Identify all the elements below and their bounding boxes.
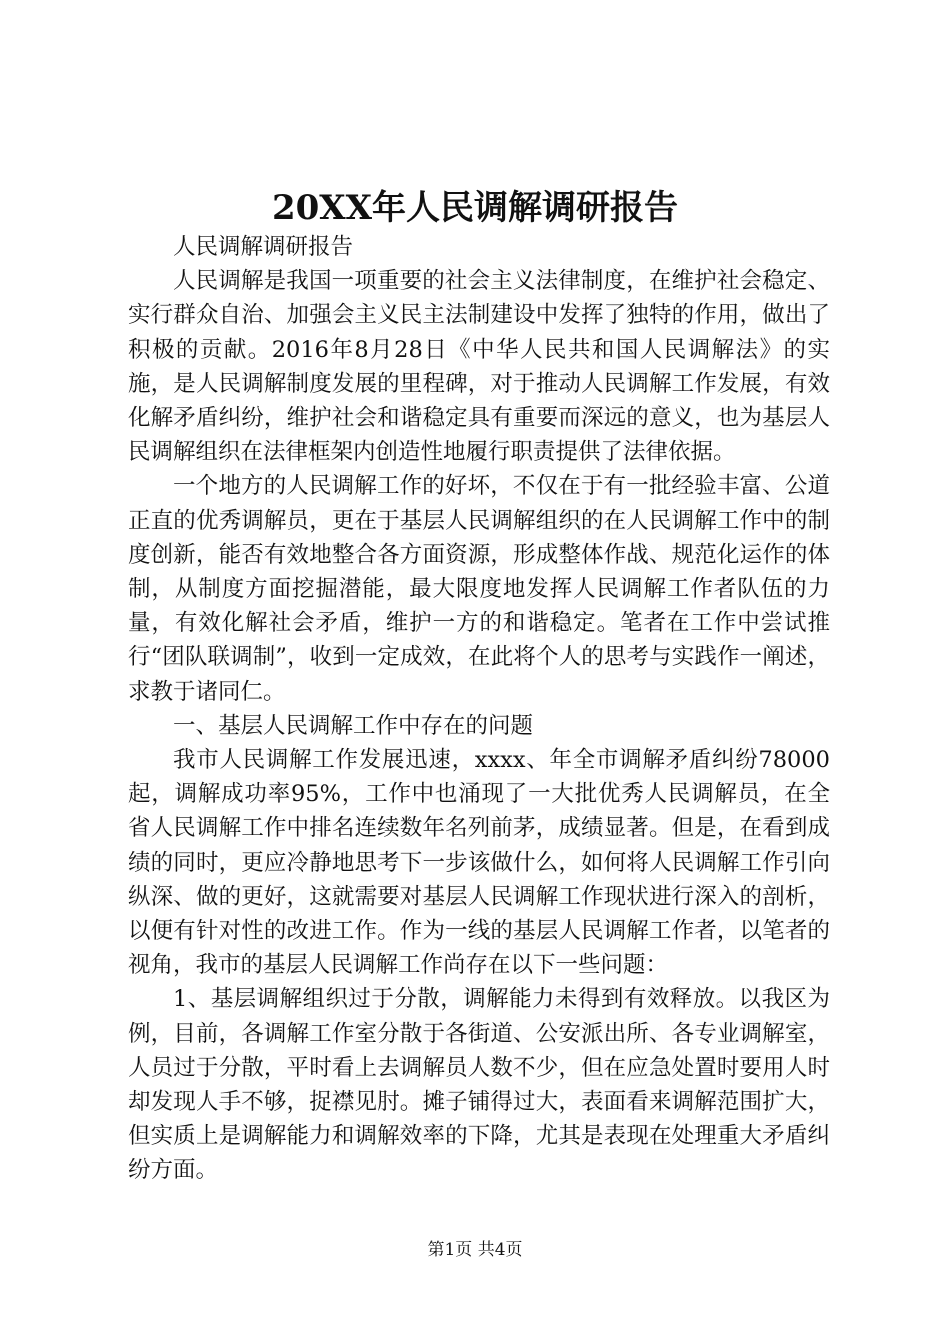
document-body [128,230,830,1188]
document-title: 20XX年人民调解调研报告 [271,188,679,228]
paragraph-problem-1: 1、基层调解组织过于分散，调解能力未得到有效释放。以我区为例，目前，各调解工作室分散于各街道、公安派出所、各专业调解室，人员过于分散，平时看上去调解员人数不少，但在应急处置时要用人时却发现人手不够，捉襟见肘。摊子铺得过大，表面看来调解范围扩大，但实质上是调解能力和调解效率的下降，尤其是表现在处理重大矛盾纠纷方面。 [128,986,830,1184]
paragraph-city-status: 我市人民调解工作发展迅速，xxxx、年全市调解矛盾纠纷78000起，调解成功率95%，工作中也涌现了一大批优秀人民调解员，在全省人民调解工作中排名连续数年名列前茅，成绩显著。但是，在看到成绩的同时，更应冷静地思考下一步该做什么，如何将人民调解工作引向纵深、做的更好，这就需要对基层人民调解工作现状进行深入的剖析，以便有针对性的改进工作。作为一线的基层人民调解工作者，以笔者的视角，我市的基层人民调解工作尚存在以下一些问题： [128,747,830,979]
paragraph-team-mediation: 一个地方的人民调解工作的好坏，不仅在于有一批经验丰富、公道正直的优秀调解员，更在于基层人民调解组织的在人民调解工作中的制度创新，能否有效地整合各方面资源，形成整体作战、规范化运作的体制，从制度方面挖掘潜能，最大限度地发挥人民调解工作者队伍的力量，有效化解社会矛盾，维护一方的和谐稳定。笔者在工作中尝试推行“团队联调制”，收到一定成效，在此将个人的思考与实践作一阐述，求教于诸同仁。 [128,473,830,705]
page-number-footer: 第1页 共4页 [427,1240,523,1260]
section-heading-problems: 一、基层人民调解工作中存在的问题 [173,712,534,739]
paragraph-intro: 人民调解是我国一项重要的社会主义法律制度，在维护社会稳定、实行群众自治、加强会主义民主法制建设中发挥了独特的作用，做出了积极的贡献。2016年8月28日《中华人民共和国人民调解法》的实施，是人民调解制度发展的里程碑，对于推动人民调解工作发展，有效化解矛盾纠纷，维护社会和谐稳定具有重要而深远的意义，也为基层人民调解组织在法律框架内创造性地履行职责提供了法律依据。 [128,268,830,466]
paragraph-subtitle: 人民调解调研报告 [173,234,354,260]
